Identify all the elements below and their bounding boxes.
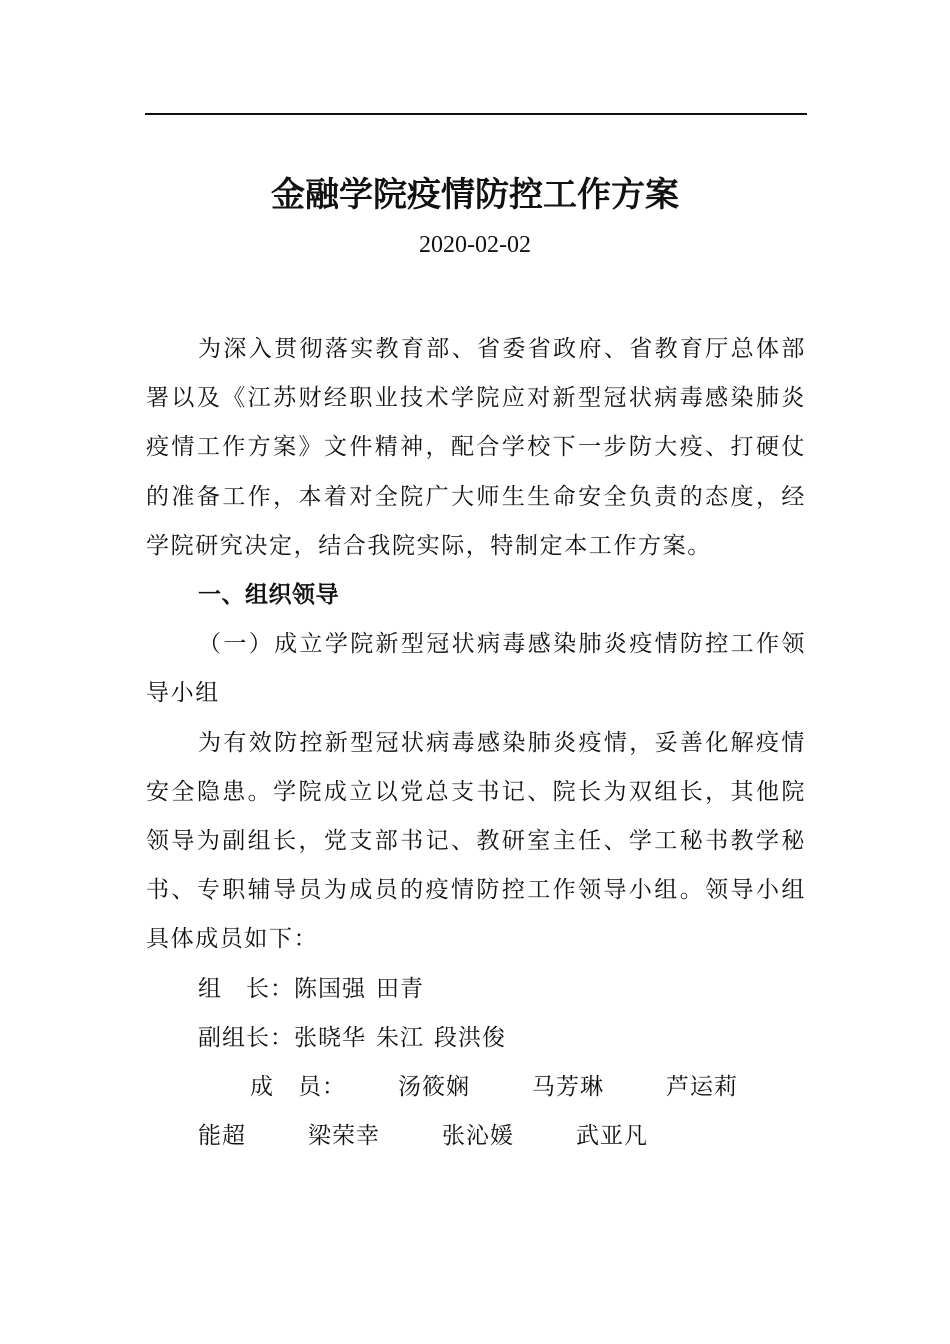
- document-date: 2020-02-02: [419, 232, 531, 258]
- leader-row: [146, 965, 806, 1014]
- deputy-name: 段洪俊: [434, 1024, 506, 1051]
- subsection-heading-leading-group: （一）成立学院新型冠状病毒感染肺炎疫情防控工作领导小组: [146, 631, 806, 707]
- deputy-label: 副组长：: [198, 1024, 294, 1051]
- deputy-row: [146, 1014, 806, 1063]
- member-label: 成 员：: [250, 1074, 346, 1101]
- member-name: 能超: [198, 1123, 246, 1150]
- member-name: 梁荣幸: [308, 1123, 380, 1150]
- member-name: 汤筱娴: [398, 1074, 470, 1101]
- member-name: 武亚凡: [576, 1123, 648, 1150]
- header-rule: [145, 113, 807, 115]
- document-body: [146, 325, 806, 1161]
- leader-label: 组 长：: [198, 975, 294, 1002]
- deputy-name: 张晓华: [294, 1024, 366, 1051]
- deputy-name: 朱江: [376, 1024, 424, 1051]
- member-row: [146, 1063, 806, 1161]
- member-name: 张沁媛: [442, 1123, 514, 1150]
- leader-name: 陈国强: [294, 975, 366, 1002]
- section-heading-organization: 一、组织领导: [198, 582, 339, 609]
- document-title: 金融学院疫情防控工作方案: [271, 175, 679, 215]
- intro-paragraph: 为深入贯彻落实教育部、省委省政府、省教育厅总体部署以及《江苏财经职业技术学院应对新型冠状病毒感染肺炎疫情工作方案》文件精神，配合学校下一步防大疫、打硬仗的准备工作，本着对全院广大师生生命安全负责的态度，经学院研究决定，结合我院实际，特制定本工作方案。: [146, 336, 806, 559]
- leader-name: 田青: [376, 975, 424, 1002]
- member-name: 马芳琳: [532, 1074, 604, 1101]
- leading-group-paragraph: 为有效防控新型冠状病毒感染肺炎疫情，妥善化解疫情安全隐患。学院成立以党总支书记、院长为双组长，其他院领导为副组长，党支部书记、教研室主任、学工秘书教学秘书、专职辅导员为成员的疫情防控工作领导小组。领导小组具体成员如下：: [146, 729, 806, 953]
- member-name: 芦运莉: [666, 1074, 738, 1101]
